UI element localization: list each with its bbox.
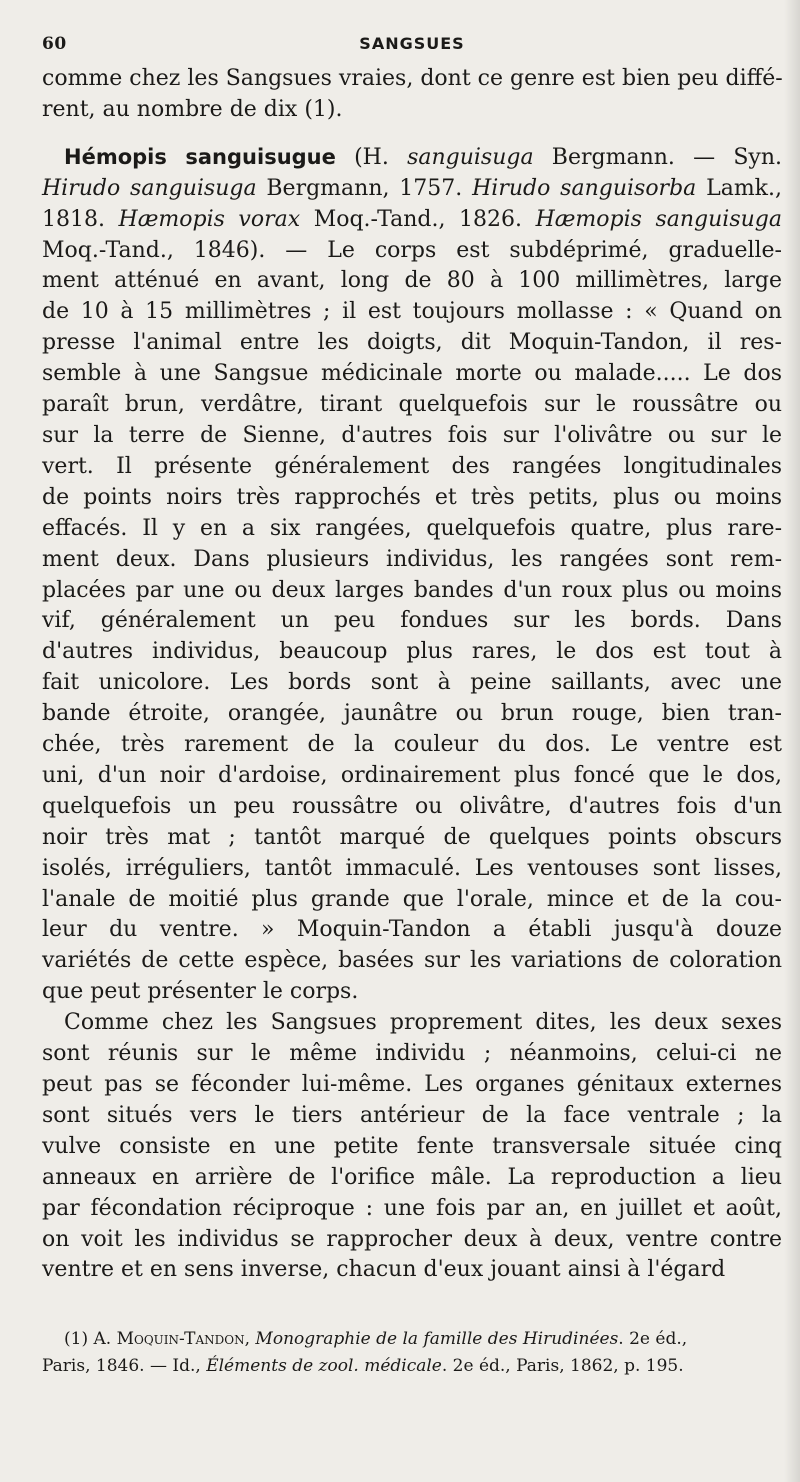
text-line: par fécondation réciproque : une fois par an, en juillet et août, xyxy=(42,1195,782,1221)
text-line: leur du ventre. » Moquin-Tandon a établi jusqu'à douze xyxy=(42,917,782,943)
footnote-author: A. Moquin-Tandon xyxy=(93,1329,245,1350)
text-line: l'anale de moitié plus grande que l'orale, mince et de la cou- xyxy=(42,886,782,912)
body-text xyxy=(42,64,782,1286)
text-line: ventre et en sens inverse, chacun d'eux jouant ainsi à l'égard xyxy=(42,1257,726,1283)
species-name: Hémopis sanguisugue xyxy=(64,144,336,169)
paragraph-1 xyxy=(42,64,782,126)
text-line: de 10 à 15 millimètres ; il est toujours mollasse : « Quand on xyxy=(42,299,782,325)
text-line: isolés, irréguliers, tantôt immaculé. Les ventouses sont lisses, xyxy=(42,855,782,881)
text-line: effacés. Il y en a six rangées, quelquefois quatre, plus rare- xyxy=(42,515,782,541)
text-line: de points noirs très rapprochés et très petits, plus ou moins xyxy=(42,484,782,510)
text-line: peut pas se féconder lui-même. Les organes génitaux externes xyxy=(42,1072,782,1097)
paragraph-species xyxy=(42,142,782,1008)
footnote-line: (1) A. Moquin-Tandon, Monographie de la famille des Hirudinées. 2e éd., xyxy=(64,1329,688,1350)
text-line: 1818. Hæmopis vorax Moq.-Tand., 1826. Hæmopis sanguisuga xyxy=(42,206,782,232)
footnote xyxy=(42,1326,782,1380)
paragraph-species-lines xyxy=(42,236,782,1009)
text-line: paraît brun, verdâtre, tirant quelquefois sur le roussâtre ou xyxy=(42,392,782,418)
text-line: anneaux en arrière de l'orifice mâle. La reproduction a lieu xyxy=(42,1164,782,1190)
text-line: que peut présenter le corps. xyxy=(42,979,359,1005)
text-line: vif, généralement un peu fondues sur les bords. Dans xyxy=(42,608,782,634)
text-line: sont réunis sur le même individu ; néanmoins, celui-ci ne xyxy=(42,1041,782,1067)
text-line: d'autres individus, beaucoup plus rares, le dos est tout à xyxy=(42,639,782,665)
text-line: rent, au nombre de dix (1). xyxy=(42,96,343,122)
text-line: uni, d'un noir d'ardoise, ordinairement plus foncé que le dos, xyxy=(42,762,782,788)
text-line: sur la terre de Sienne, d'autres fois sur l'olivâtre ou sur le xyxy=(42,422,782,448)
text-line: variétés de cette espèce, basées sur les variations de coloration xyxy=(42,948,782,974)
footnote-line: Paris, 1846. — Id., Éléments de zool. médicale. 2e éd., Paris, 1862, p. 195. xyxy=(42,1356,684,1377)
text-line: comme chez les Sangsues vraies, dont ce genre est bien peu diffé- xyxy=(42,66,783,91)
running-title: SANGSUES xyxy=(359,34,465,53)
paragraph-3 xyxy=(42,1008,782,1286)
page-number: 60 xyxy=(42,34,67,54)
text-line: Hémopis sanguisugue (H. sanguisuga Bergmann. — Syn. xyxy=(64,144,782,170)
text-line: semble à une Sangsue médicinale morte ou malade..... Le dos xyxy=(42,361,782,387)
text-line: fait unicolore. Les bords sont à peine saillants, avec une xyxy=(42,670,782,696)
text-line: quelquefois un peu roussâtre ou olivâtre, d'autres fois d'un xyxy=(42,793,782,819)
text-line: bande étroite, orangée, jaunâtre ou brun rouge, bien tran- xyxy=(42,701,782,727)
text-line: vulve consiste en une petite fente transversale située cinq xyxy=(42,1133,782,1159)
text-line: ment atténué en avant, long de 80 à 100 millimètres, large xyxy=(42,268,782,294)
text-line: ment deux. Dans plusieurs individus, les rangées sont rem- xyxy=(42,546,782,572)
footnote-title: Monographie de la famille des Hirudinées xyxy=(255,1329,619,1350)
text-line: Hirudo sanguisuga Bergmann, 1757. Hirudo sanguisorba Lamk., xyxy=(42,175,783,201)
text-line: on voit les individus se rapprocher deux à deux, ventre contre xyxy=(42,1226,782,1252)
text-line: Comme chez les Sangsues proprement dites, les deux sexes xyxy=(64,1010,782,1036)
text-line: chée, très rarement de la couleur du dos. Le ventre est xyxy=(42,732,782,758)
footnote-title: Éléments de zool. médicale xyxy=(206,1356,442,1377)
running-head xyxy=(42,34,782,60)
text-line: Moq.-Tand., 1846). — Le corps est subdéprimé, graduelle- xyxy=(42,237,782,263)
text-line: vert. Il présente généralement des rangées longitudinales xyxy=(42,453,782,479)
text-line: noir très mat ; tantôt marqué de quelques points obscurs xyxy=(42,824,782,850)
text-line: placées par une ou deux larges bandes d'un roux plus ou moins xyxy=(42,577,782,603)
text-line: presse l'animal entre les doigts, dit Moquin-Tandon, il res- xyxy=(42,330,782,356)
text-line: sont situés vers le tiers antérieur de la face ventrale ; la xyxy=(42,1102,782,1128)
